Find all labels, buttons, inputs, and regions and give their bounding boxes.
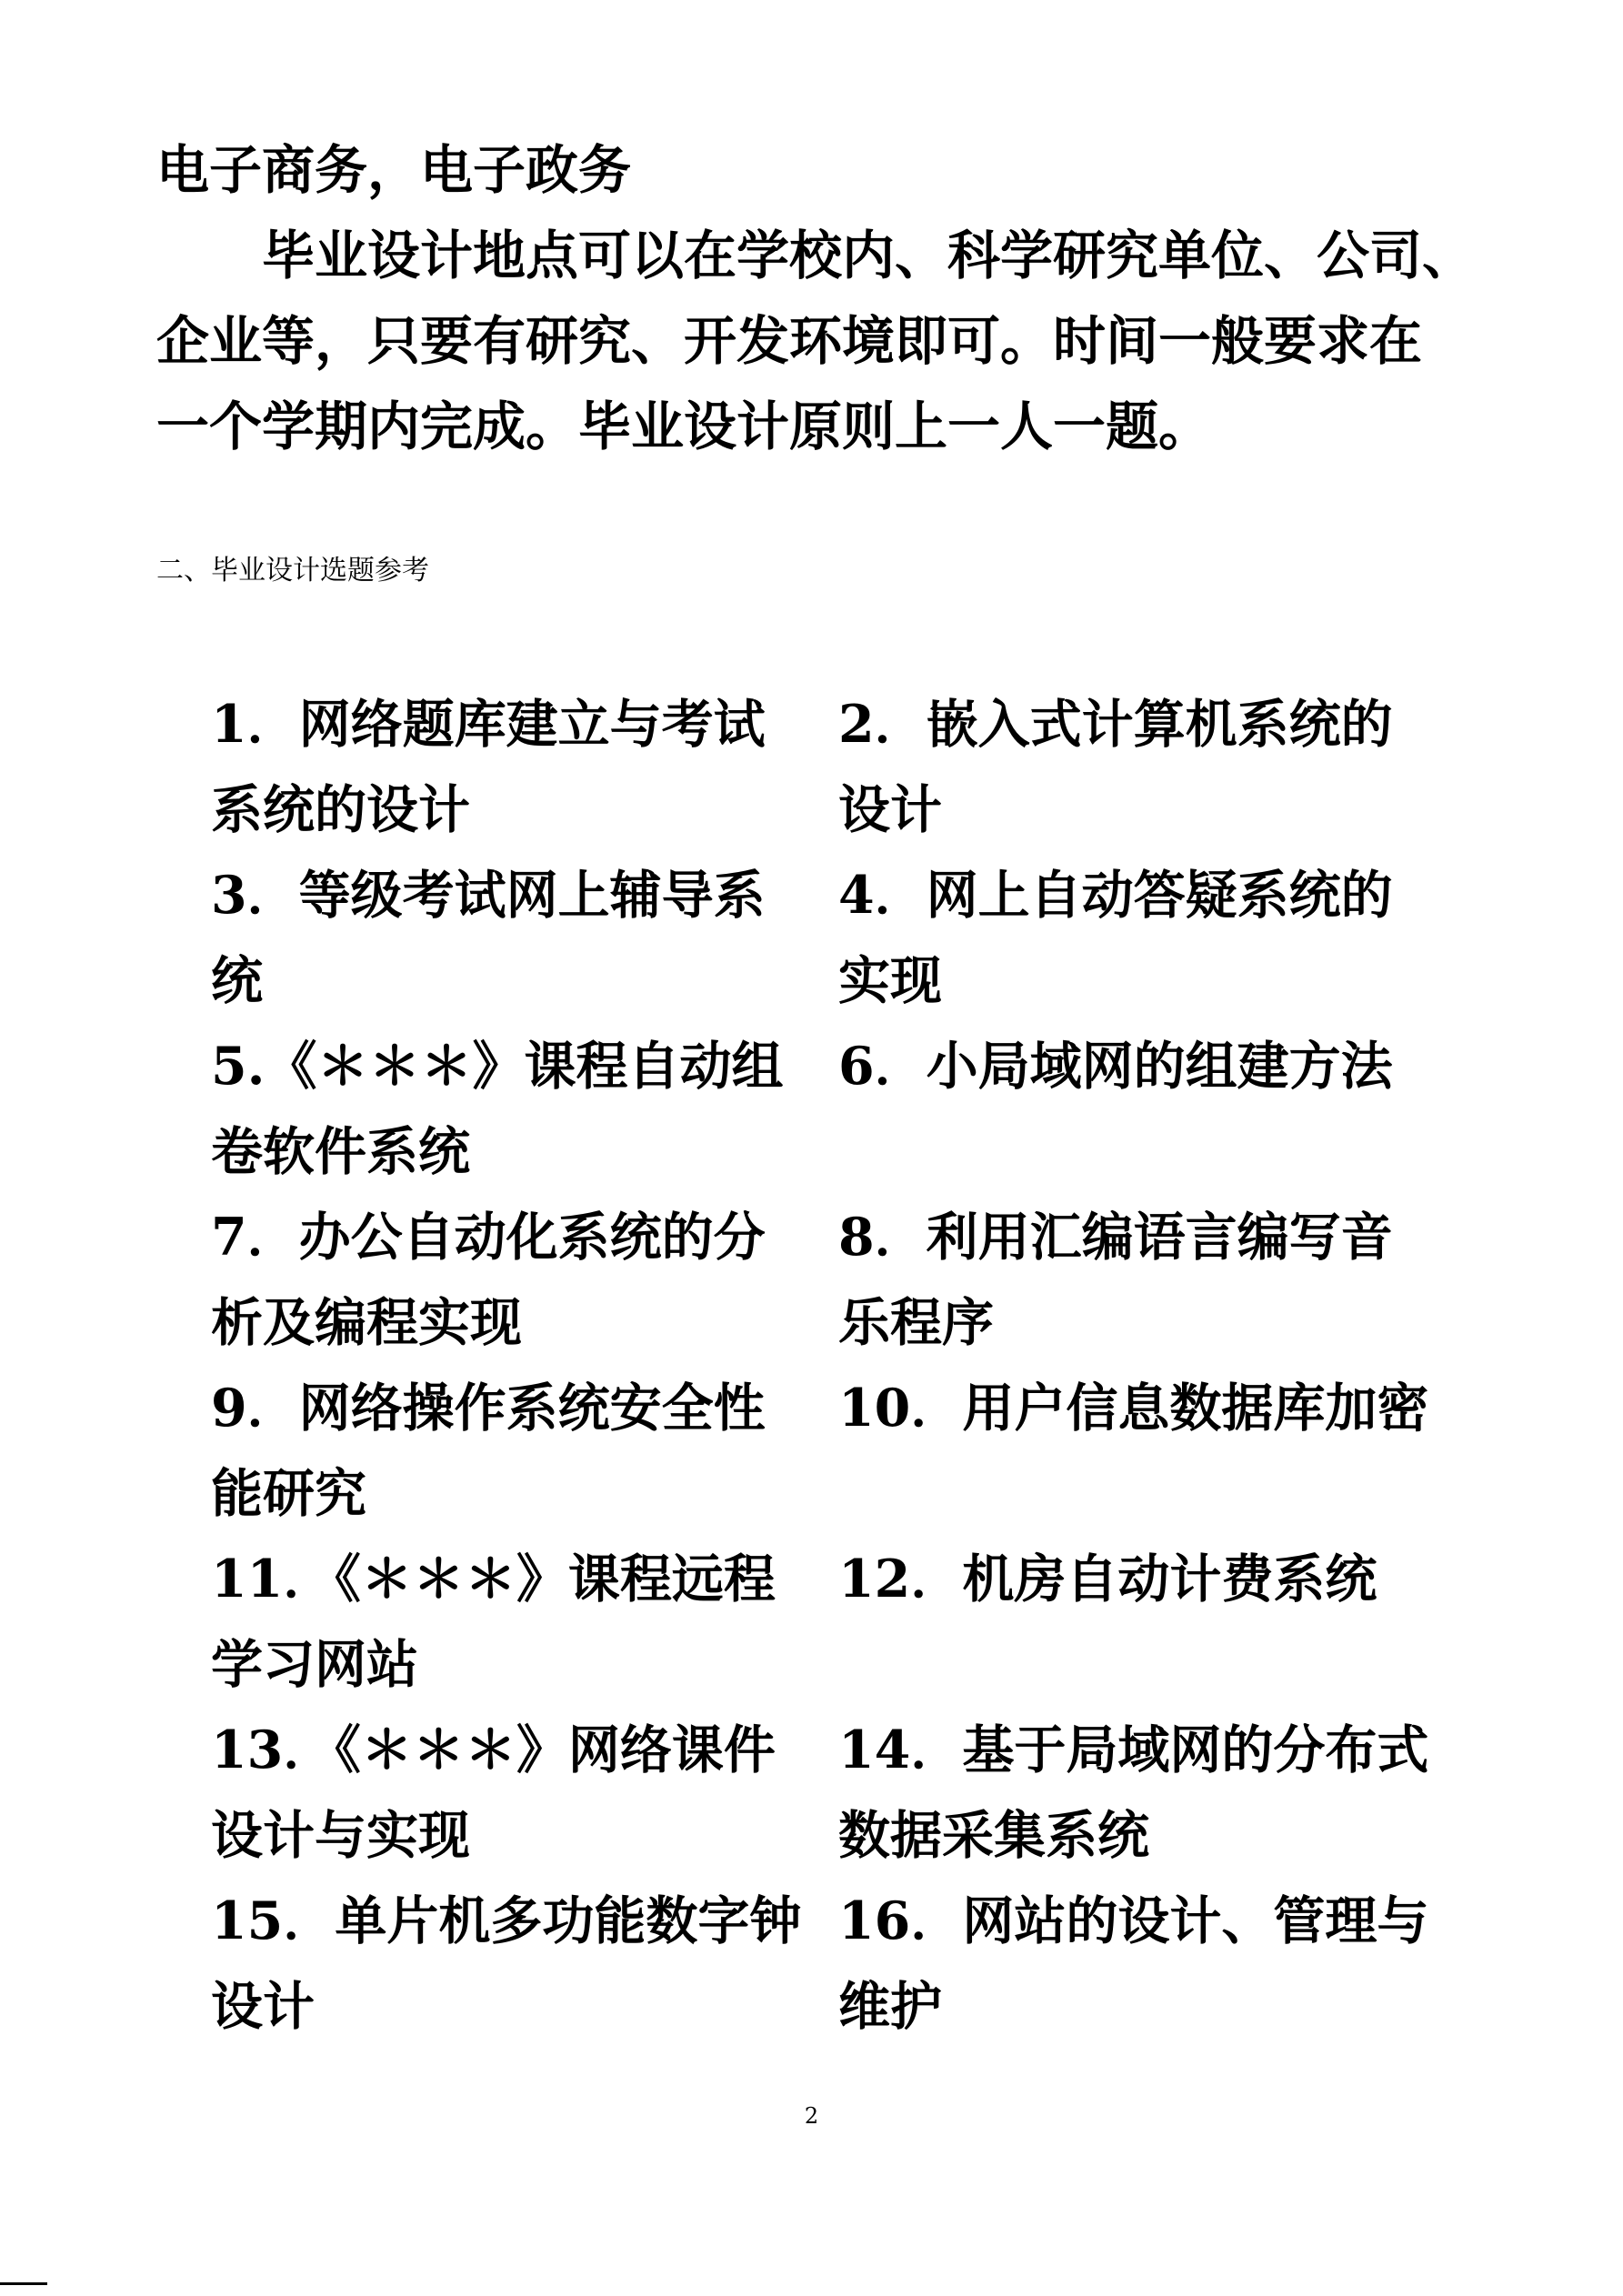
- topic-item: 10．用户信息数据库加密: [838, 1378, 1429, 1439]
- topic-row: [211, 853, 1466, 1024]
- topic-row: [211, 1537, 1466, 1708]
- topic-item: 7．办公自动化系统的分析及编程实现: [211, 1207, 766, 1353]
- topic-row: [211, 1879, 1466, 2050]
- intro-para-line-3: 一个学期内完成。毕业设计原则上一人一题。: [156, 396, 1212, 457]
- page-number: 2: [804, 2103, 819, 2129]
- topic-item: 4．网上自动答疑系统的实现: [838, 865, 1393, 1011]
- intro-para-line-2: 企业等，只要有研究、开发环境即可。时间一般要求在: [156, 310, 1423, 372]
- topic-item: 15．单片机多功能数字钟设计: [211, 1890, 802, 2037]
- topic-item: 2．嵌入式计算机系统的设计: [838, 694, 1393, 840]
- topic-item: 3．等级考试网上辅导系统: [211, 865, 766, 1011]
- intro-line-1: 电子商务，电子政务: [156, 139, 632, 201]
- topic-row: [211, 1195, 1466, 1366]
- topic-row: [211, 1366, 1466, 1537]
- topic-item: 14．基于局域网的分布式数据采集系统: [838, 1719, 1429, 1866]
- topic-item: 8．利用汇编语言编写音乐程序: [838, 1207, 1393, 1353]
- topic-item: 16．网站的设计、管理与维护: [838, 1890, 1429, 2037]
- topic-item: 9．网络操作系统安全性能研究: [211, 1378, 766, 1524]
- topic-item: 1．网络题库建立与考试系统的设计: [211, 694, 766, 840]
- topic-item: 12．机房自动计费系统: [838, 1549, 1378, 1609]
- bottom-margin-rule: [0, 2282, 47, 2285]
- topic-item: 5.《＊＊＊》课程自动组卷软件系统: [211, 1036, 784, 1182]
- topic-item: 13．《＊＊＊》网络课件设计与实现: [211, 1719, 776, 1866]
- section-heading: 二、毕业设计选题参考: [156, 555, 429, 587]
- intro-para-line-1: 毕业设计地点可以在学校内、科学研究单位、公司、: [262, 225, 1476, 286]
- topic-row: [211, 1708, 1466, 1879]
- topic-item: 11．《＊＊＊》课程远程学习网站: [211, 1549, 776, 1695]
- topic-row: [211, 682, 1466, 853]
- intro-paragraph: [156, 127, 1475, 469]
- topic-row: [211, 1024, 1466, 1195]
- topic-item: 6．小局域网的组建方法: [838, 1036, 1393, 1097]
- topic-list: [211, 682, 1466, 2050]
